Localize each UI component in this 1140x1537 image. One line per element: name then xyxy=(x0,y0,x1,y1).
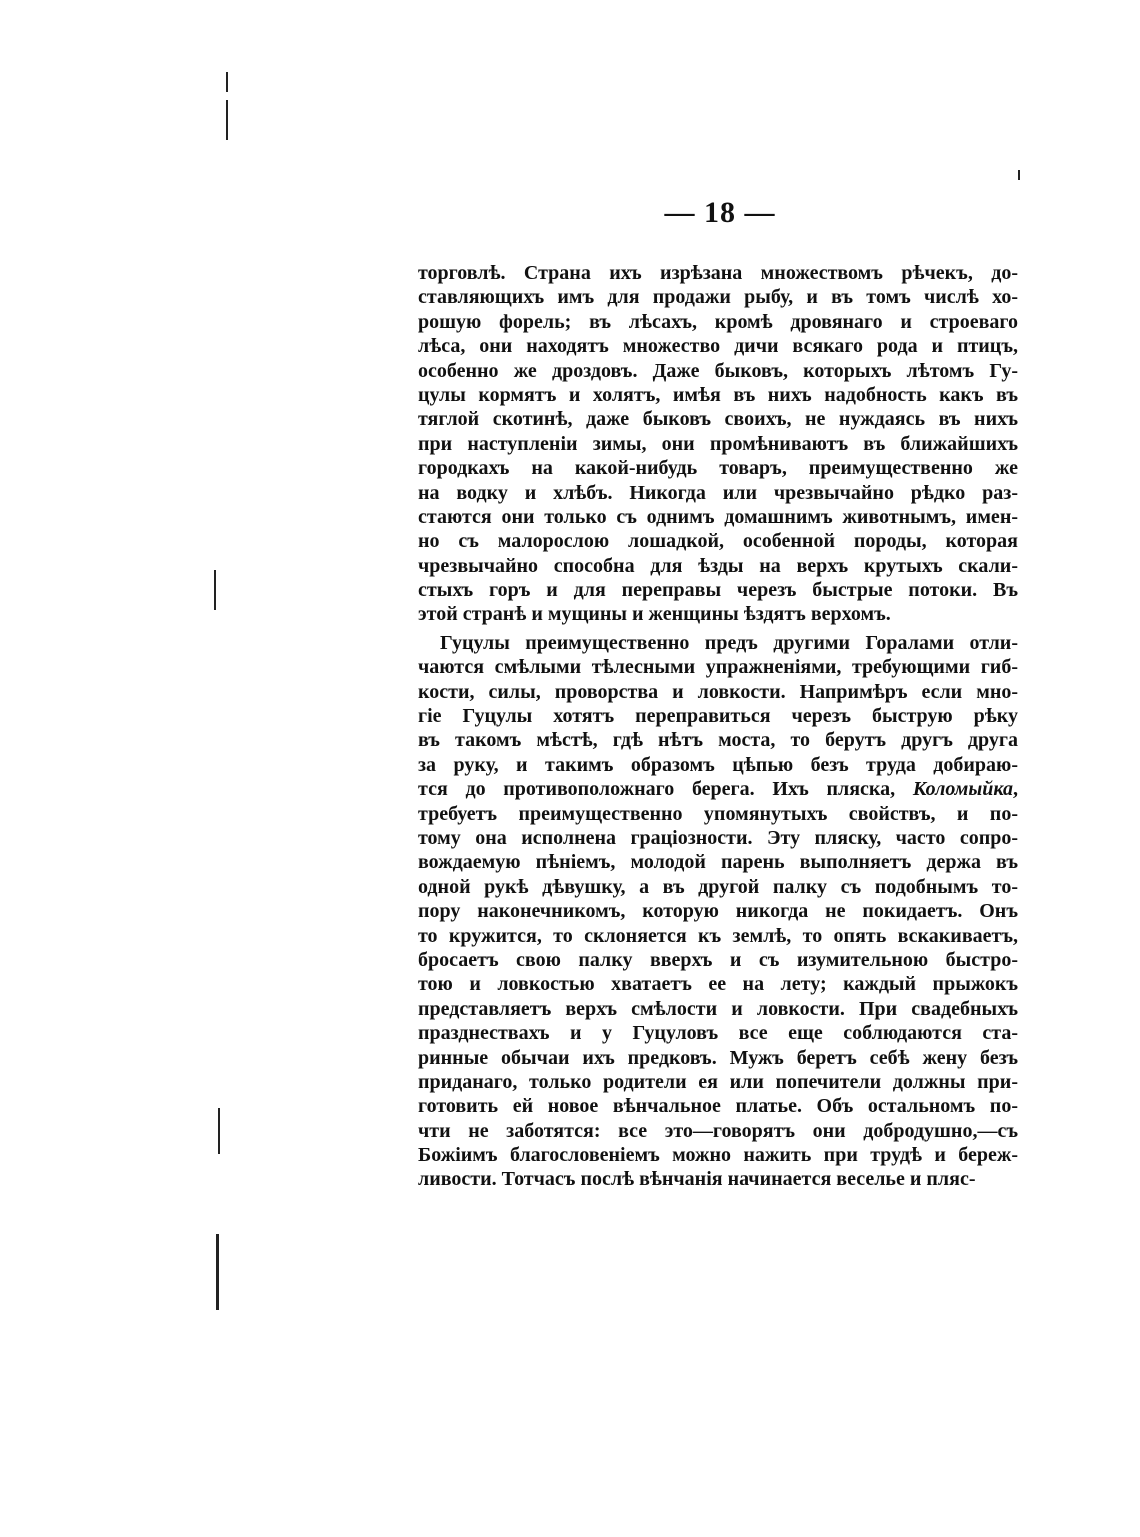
text-line: то кружится, то склоняется къ землѣ, то опять вскакиваетъ, xyxy=(418,924,1018,947)
text-line: въ такомъ мѣстѣ, гдѣ нѣтъ моста, то берутъ другъ друга xyxy=(418,729,1018,752)
text-line: стыхъ горъ и для переправы черезъ быстрые потоки. Въ xyxy=(418,579,1018,602)
text-line: чти не заботятся: все это—говорятъ они добродушно,—съ xyxy=(418,1119,1018,1142)
text-line: на водку и хлѣбъ. Никогда или чрезвычайно рѣдко раз- xyxy=(418,481,1018,504)
page-number: — 18 — xyxy=(664,196,776,229)
text-line: особенно же дроздовъ. Даже быковъ, которыхъ лѣтомъ Гу- xyxy=(418,359,1018,382)
text-line: вождаемую пѣніемъ, молодой парень выполняетъ держа въ xyxy=(418,851,1018,874)
scan-mark xyxy=(1018,170,1020,180)
text-line: тяглой скотинѣ, даже быковъ своихъ, не нуждаясь въ нихъ xyxy=(418,408,1018,431)
scan-mark xyxy=(226,100,228,140)
text-line: за руку, и такимъ образомъ цѣпью безъ труда добираю- xyxy=(418,753,1018,776)
text-line: представляетъ верхъ смѣлости и ловкости. При свадебныхъ xyxy=(418,997,1018,1020)
text-line: торговлѣ. Страна ихъ изрѣзана множествомъ рѣчекъ, до- xyxy=(418,262,1018,284)
text-line: тою и ловкостью хватаетъ ее на лету; каждый прыжокъ xyxy=(418,973,1018,996)
text-line: Божіимъ благословеніемъ можно нажить при трудѣ и береж- xyxy=(418,1144,1018,1167)
text-line: цулы кормятъ и холятъ, имѣя въ нихъ надобность какъ въ xyxy=(418,383,1018,406)
text-line: кости, силы, проворства и ловкости. Напримѣръ если мно- xyxy=(418,680,1018,703)
text-line: ринные обычаи ихъ предковъ. Мужъ беретъ себѣ жену безъ xyxy=(418,1046,1018,1069)
body-text xyxy=(418,261,1018,1192)
text-line: но съ малорослою лошадкой, особенной породы, которая xyxy=(418,530,1018,553)
text-line: этой странѣ и мущины и женщины ѣздятъ верхомъ. xyxy=(418,603,891,626)
text-line: тся до противоположнаго берега. Ихъ пляска, Коломыйка, xyxy=(418,778,1018,801)
text-line: ливости. Тотчасъ послѣ вѣнчанія начинается веселье и пляс- xyxy=(418,1168,976,1191)
text-line: пору наконечникомъ, которую никогда не покидаетъ. Онъ xyxy=(418,900,1018,923)
text-line: лѣса, они находятъ множество дичи всякаго рода и птицъ, xyxy=(418,335,1018,358)
text-line: при наступленіи зимы, они промѣниваютъ въ ближайшихъ xyxy=(418,432,1018,455)
text-line: гіе Гуцулы хотятъ переправиться черезъ быструю рѣку xyxy=(418,705,1018,728)
text-line: рошую форель; въ лѣсахъ, кромѣ дровянаго и строеваго xyxy=(418,310,1018,333)
scan-mark xyxy=(216,1234,219,1310)
italic-dance-name: Коломыйка xyxy=(912,778,1013,801)
scan-mark xyxy=(218,1108,220,1154)
text-line: стаются они только съ однимъ домашнимъ животнымъ, имен- xyxy=(418,505,1018,528)
text-line: приданаго, только родители ея или попечители должны при- xyxy=(418,1070,1018,1093)
text-line: тому она исполнена граціозности. Эту пляску, часто сопро- xyxy=(418,826,1018,849)
text-line: одной рукѣ дѣвушку, а въ другой палку съ подобнымъ то- xyxy=(418,875,1018,898)
text-line: бросаетъ свою палку вверхъ и съ изумительною быстро- xyxy=(418,948,1018,971)
text-line: чаются смѣлыми тѣлесными упражненіями, требующими гиб- xyxy=(418,656,1018,679)
text-line: празднествахъ и у Гуцуловъ все еще соблюдаются ста- xyxy=(418,1022,1018,1045)
text-line: Гуцулы преимущественно предъ другими Горалами отли- xyxy=(440,631,1018,654)
scan-mark xyxy=(214,570,216,610)
text-line: готовить ей новое вѣнчальное платье. Объ остальномъ по- xyxy=(418,1095,1018,1118)
text-line: чрезвычайно способна для ѣзды на верхъ крутыхъ скали- xyxy=(418,554,1018,577)
paragraph-1 xyxy=(418,261,1018,627)
text-line: требуетъ преимущественно упомянутыхъ свойствъ, и по- xyxy=(418,802,1018,825)
text-line: городкахъ на какой-нибудь товаръ, преимущественно же xyxy=(418,457,1018,480)
scan-mark xyxy=(226,72,228,92)
text-line: ставляющихъ имъ для продажи рыбу, и въ томъ числѣ хо- xyxy=(418,286,1018,309)
paragraph-2 xyxy=(418,631,1018,1192)
